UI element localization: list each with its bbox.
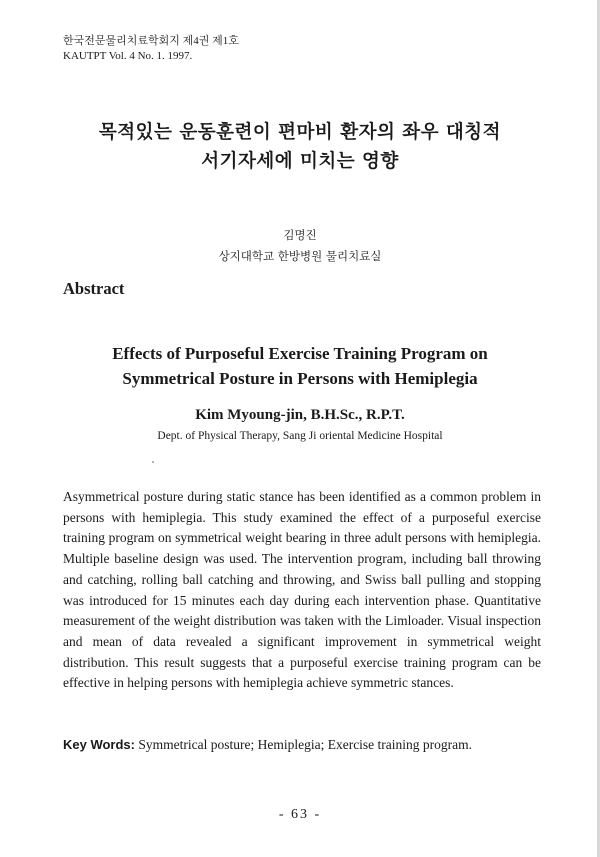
abstract-body: Asymmetrical posture during static stance has been identified as a common problem in persons with hemiplegia. This study examined the effect of a purposeful exercise training program on symmetrical weight bearing in three adult persons with hemiplegia. Multiple baseline design was used. The intervention program, including ball throwing and catching, rolling ball catching and throwing, and Swiss ball pulling and stopping was introduced for 15 minutes each day during each intervention phase. Quantitative measurement of the weight distribution was taken with the Limloader. Visual inspection and mean of data revealed a significant improvement in symmetrical weight distribution. This result suggests that a purposeful exercise training program can be effective in helping persons with hemiplegia achieve symmetric stances. [63, 489, 541, 691]
keywords-label: Key Words: [63, 737, 135, 752]
korean-author-block [0, 225, 600, 267]
korean-author-name: 김명진 [283, 228, 317, 242]
keywords-line [63, 735, 541, 755]
scan-speck [152, 461, 154, 463]
journal-name-korean: 한국전문물리치료학회지 제4권 제1호 [63, 35, 239, 47]
korean-title [0, 118, 600, 176]
abstract-heading: Abstract [63, 279, 125, 298]
english-title-line-1: Effects of Purposeful Exercise Training Program on [112, 344, 488, 363]
korean-title-line-2: 서기자세에 미치는 영향 [201, 151, 399, 172]
korean-author-affiliation: 상지대학교 한방병원 물리치료실 [218, 249, 382, 263]
english-title-line-2: Symmetrical Posture in Persons with Hemiplegia [122, 369, 478, 388]
english-affiliation: Dept. of Physical Therapy, Sang Ji oriental Medicine Hospital [157, 430, 443, 442]
keywords-text: Symmetrical posture; Hemiplegia; Exercise training program. [138, 737, 473, 752]
english-title [0, 341, 600, 391]
journal-volume-info: KAUTPT Vol. 4 No. 1. 1997. [63, 50, 193, 62]
journal-header [63, 34, 239, 64]
page-number: - 63 - [278, 807, 322, 822]
korean-title-line-1: 목적있는 운동훈련이 편마비 환자의 좌우 대칭적 [98, 122, 502, 143]
english-author: Kim Myoung-jin, B.H.Sc., R.P.T. [195, 407, 405, 423]
